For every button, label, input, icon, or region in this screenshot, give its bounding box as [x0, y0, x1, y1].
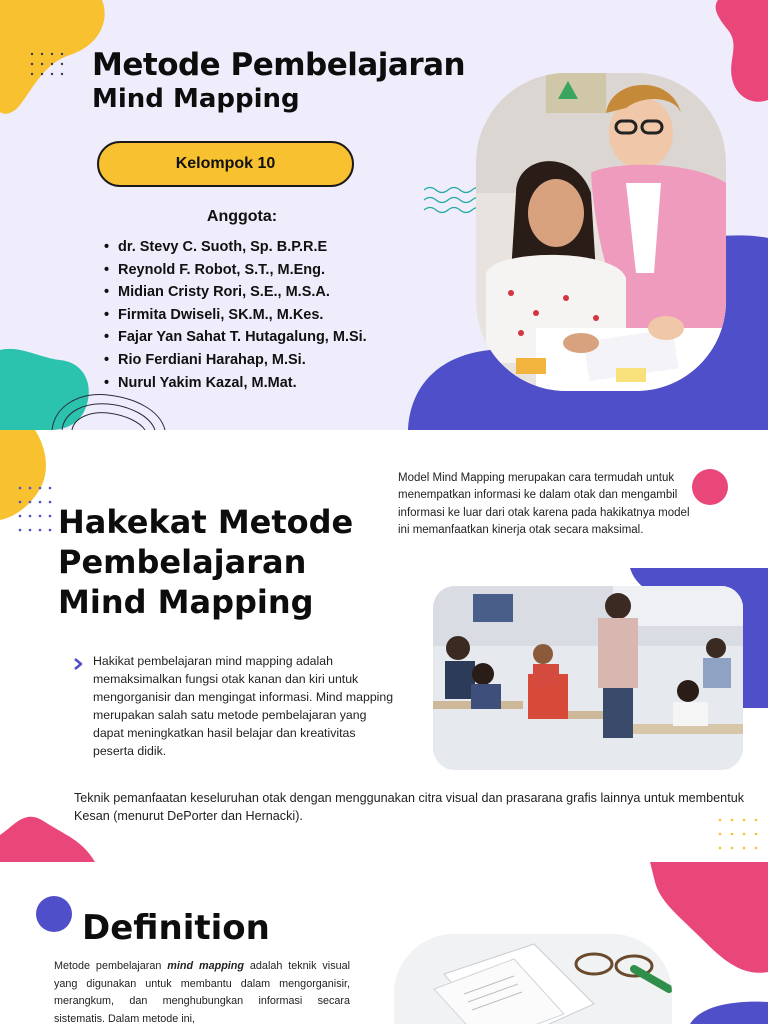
- member-item: • Rio Ferdiani Harahap, M.Si.: [104, 349, 367, 372]
- teacher-student-photo: [476, 73, 726, 391]
- book-glasses-photo: [394, 934, 672, 1024]
- def-rest: adalah teknik visual yang digunakan untuk membantu dalam mengorganisir, merangkum, dan menghubungkan informasi secara sistematis. Dalam metode ini,: [54, 960, 351, 1024]
- def-prefix: Metode pembelajaran: [54, 960, 168, 972]
- members-list: [104, 236, 367, 394]
- member-item: • Firmita Dwiseli, SK.M., M.Kes.: [104, 304, 367, 327]
- definition-title: Definition: [82, 908, 270, 948]
- teacher-student-illustration: [476, 73, 726, 391]
- group-badge: Kelompok 10: [97, 141, 354, 187]
- cover-title-line2: Mind Mapping: [92, 84, 300, 114]
- cover-title-line1: Metode Pembelajaran: [92, 47, 466, 83]
- intro-paragraph: Model Mind Mapping merupakan cara termudah untuk menempatkan informasi ke dalam otak dan mengambil informasi ke luar dari otak karena pada hakikatnya model ini memanfaatkan kinerja otak secara maksimal.: [398, 472, 690, 536]
- def-bold: mind mapping: [167, 960, 244, 972]
- hakekat-title-line: Hakekat Metode: [58, 503, 354, 541]
- bottom-paragraph: Teknik pemanfaatan keseluruhan otak dengan menggunakan citra visual dan prasarana grafis lainnya untuk membentuk Kesan (menurut DePorter dan Hernacki).: [74, 791, 744, 823]
- indigo-blob-3: [690, 1002, 768, 1024]
- slide-definition: [0, 862, 768, 1024]
- member-item: • Fajar Yan Sahat T. Hutagalung, M.Si.: [104, 326, 367, 349]
- slide-cover: [0, 0, 768, 430]
- chevron-right-icon: [72, 658, 84, 670]
- hakekat-title: [58, 502, 353, 622]
- yellow-blob-2: [0, 430, 46, 520]
- member-item: • dr. Stevy C. Suoth, Sp. B.P.R.E: [104, 236, 367, 259]
- yellow-blob: [0, 0, 105, 114]
- pink-blob: [716, 0, 768, 102]
- classroom-illustration: [433, 586, 743, 770]
- teal-blob: [0, 349, 89, 430]
- indigo-circle: [36, 896, 72, 932]
- book-glasses-illustration: [394, 934, 672, 1024]
- bullet-paragraph: Hakikat pembelajaran mind mapping adalah memaksimalkan fungsi otak kanan dan kiri untuk mengorganisir dan mengingat informasi. Mind mapping merupakan salah satu metode pembelajaran yang dapat meningkatkan hasil belajar dan kreativitas peserta didik.: [93, 654, 394, 758]
- members-heading: Anggota:: [206, 208, 278, 225]
- slide-hakekat: [0, 430, 768, 862]
- member-item: • Midian Cristy Rori, S.E., M.S.A.: [104, 281, 367, 304]
- classroom-photo: [433, 586, 743, 770]
- hakekat-title-line: Mind Mapping: [58, 583, 314, 621]
- pink-blob-3: [650, 862, 768, 973]
- member-item: • Nurul Yakim Kazal, M.Mat.: [104, 372, 367, 395]
- definition-paragraph: [54, 958, 350, 1024]
- member-item: • Reynold F. Robot, S.T., M.Eng.: [104, 259, 367, 282]
- hakekat-title-line: Pembelajaran: [58, 543, 307, 581]
